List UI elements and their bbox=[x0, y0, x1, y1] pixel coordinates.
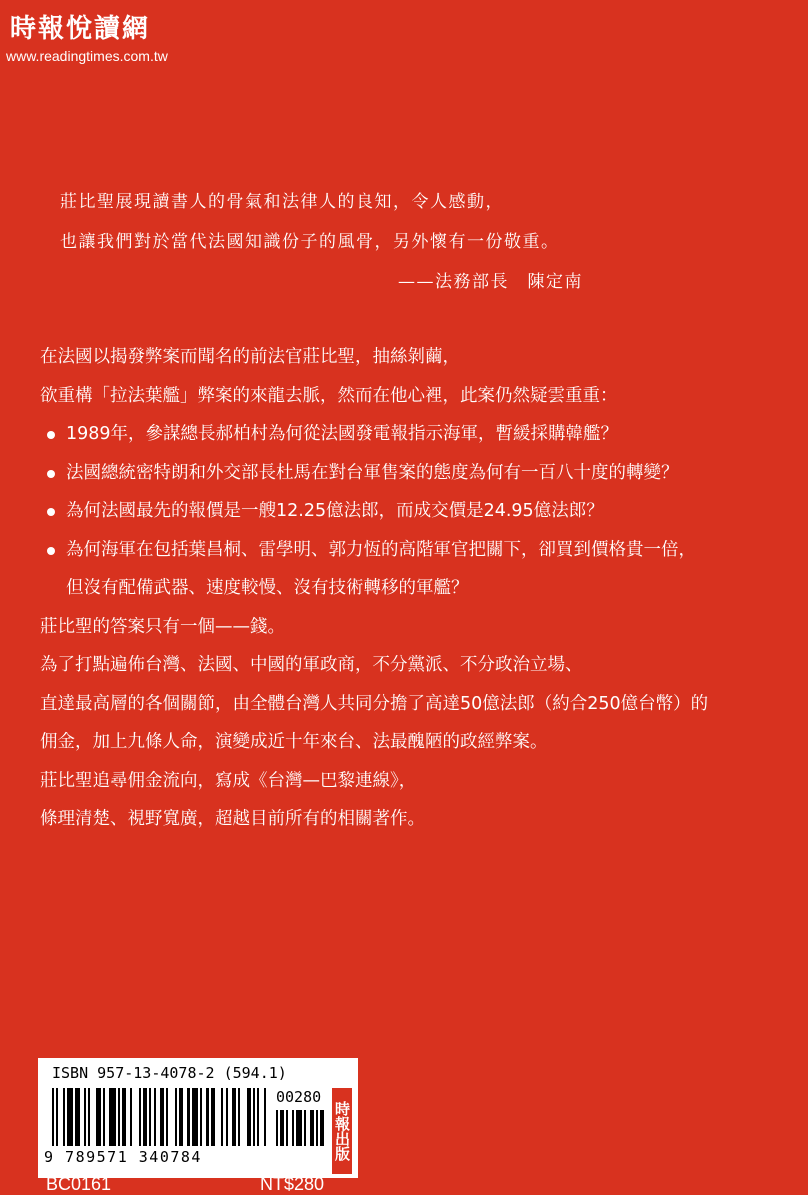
bullet-item: 1989年，參謀總長郝柏村為何從法國發電報指示海軍，暫緩採購韓艦？ bbox=[40, 415, 790, 454]
addon-barcode-icon bbox=[276, 1110, 334, 1146]
price-code-text: 00280 bbox=[276, 1088, 322, 1106]
website-url: www.readingtimes.com.tw bbox=[6, 48, 168, 64]
closing-line: 為了打點遍佈台灣、法國、中國的軍政商，不分黨派、不分政治立場、 bbox=[40, 655, 583, 675]
closing-line: 佣金，加上九條人命，演變成近十年來台、法最醜陋的政經弊案。 bbox=[40, 732, 548, 752]
publisher-seal: 時報出版 bbox=[332, 1088, 352, 1174]
quote-line: 也讓我們對於當代法國知識份子的風骨，另外懷有一份敬重。 bbox=[60, 232, 560, 252]
cover-footer bbox=[38, 1176, 358, 1194]
closing-line: 條理清楚、視野寬廣，超越目前所有的相關著作。 bbox=[40, 809, 425, 829]
barcode-stripe bbox=[324, 1110, 326, 1146]
bullet-item: 為何海軍在包括葉昌桐、雷學明、郭力恆的高階軍官把關下，卻買到價格貴一倍， bbox=[40, 531, 790, 570]
intro-line: 欲重構「拉法葉艦」弊案的來龍去脈，然而在他心裡，此案仍然疑雲重重： bbox=[40, 385, 618, 406]
quote-line: 莊比聖展現讀書人的骨氣和法律人的良知，令人感動， bbox=[60, 192, 504, 212]
endorsement-quote bbox=[60, 182, 583, 302]
closing-line: 直達最高層的各個關節，由全體台灣人共同分擔了高達50億法郎（約合250億台幣）的 bbox=[40, 693, 709, 714]
barcode-stripe bbox=[266, 1088, 268, 1146]
isbn-text: ISBN 957-13-4078-2 (594.1) bbox=[52, 1064, 287, 1082]
closing-line: 莊比聖的答案只有一個——錢。 bbox=[40, 616, 285, 637]
closing-line: 莊比聖追尋佣金流向，寫成《台灣—巴黎連線》， bbox=[40, 770, 417, 791]
bullet-item: 為何法國最先的報價是一艘12.25億法郎，而成交價是24.95億法郎？ bbox=[40, 492, 790, 531]
blurb-text bbox=[40, 338, 790, 839]
publisher-logo: 時報悅讀網 bbox=[10, 14, 151, 44]
quote-attribution: ——法務部長 陳定南 bbox=[398, 272, 583, 292]
intro-line: 在法國以揭發弊案而聞名的前法官莊比聖，抽絲剝繭， bbox=[40, 347, 460, 367]
bullet-continuation: 但沒有配備武器、速度較慢、沒有技術轉移的軍艦？ bbox=[66, 578, 469, 598]
book-code: BC0161 bbox=[46, 1174, 112, 1194]
barcode-digits: 9 789571 340784 bbox=[44, 1148, 202, 1166]
isbn-barcode-label bbox=[38, 1058, 358, 1178]
bullet-item: 法國總統密特朗和外交部長杜馬在對台軍售案的態度為何有一百八十度的轉變？ bbox=[40, 454, 790, 493]
barcode-icon bbox=[52, 1088, 268, 1146]
book-price: NT$280 bbox=[260, 1174, 325, 1194]
